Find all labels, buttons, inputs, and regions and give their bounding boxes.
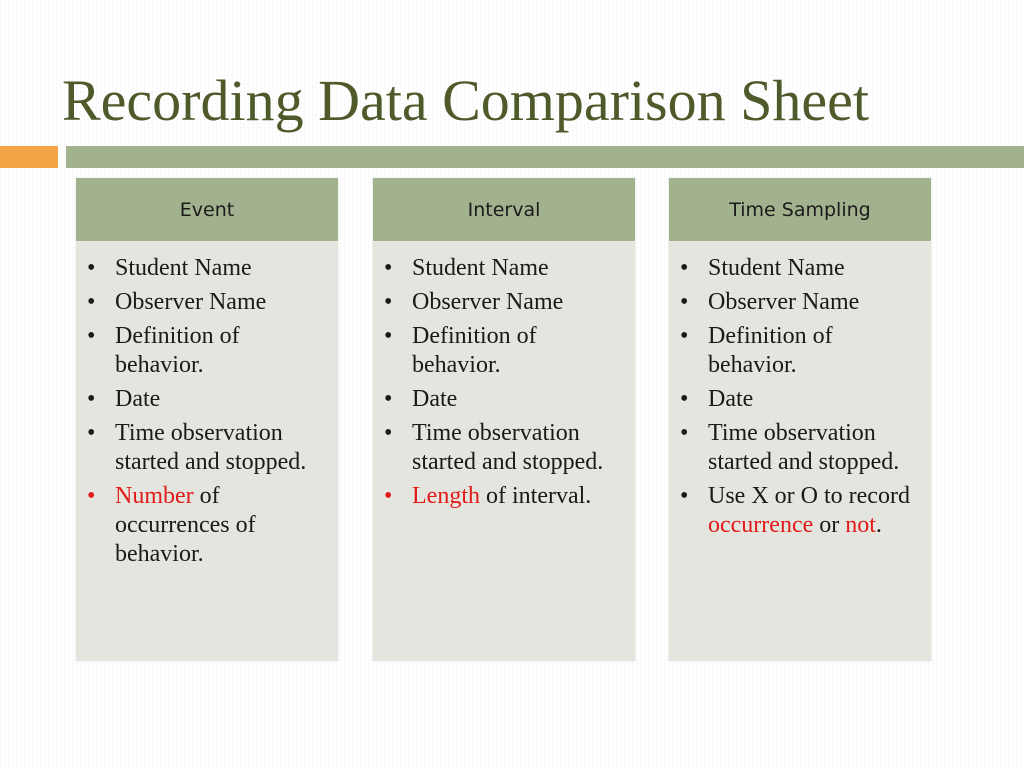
bullet: • [384, 289, 393, 315]
list-item [87, 254, 330, 283]
list-item [384, 419, 627, 477]
list-item-text: . [875, 512, 882, 538]
list-item [87, 322, 330, 380]
list-item-text: Date [115, 386, 161, 412]
list-item-text: Student Name [708, 255, 845, 281]
bullet: • [680, 323, 689, 349]
list-item [680, 322, 923, 380]
list-item-text: Time observation started and stopped. [412, 420, 604, 475]
list-item-text: Observer Name [708, 289, 860, 315]
bullet: • [680, 386, 689, 412]
list-item-text: Definition of behavior. [708, 323, 833, 378]
list-item [680, 288, 923, 317]
list-item-text: Student Name [412, 255, 549, 281]
list-item-text: or [813, 512, 846, 538]
bullet: • [87, 420, 96, 446]
list-item [87, 385, 330, 414]
highlight-text: occurrence [708, 512, 814, 538]
list-item [87, 288, 330, 317]
bullet: • [680, 483, 689, 509]
time-sampling-column [669, 178, 931, 661]
list-item-text: Observer Name [412, 289, 564, 315]
interval-list [373, 241, 635, 511]
list-item-text: Student Name [115, 255, 252, 281]
list-item-highlighted [87, 482, 330, 569]
interval-column [373, 178, 635, 661]
list-item [384, 254, 627, 283]
bullet: • [680, 289, 689, 315]
bullet: • [384, 255, 393, 281]
list-item [384, 385, 627, 414]
list-item-text: Definition of behavior. [115, 323, 240, 378]
slide-title: Recording Data Comparison Sheet [62, 68, 869, 133]
list-item [680, 419, 923, 477]
bullet: • [87, 255, 96, 281]
bullet: • [87, 483, 96, 509]
bullet: • [87, 289, 96, 315]
event-column [76, 178, 338, 661]
bullet: • [384, 386, 393, 412]
list-item-text: Use X or O to record [708, 483, 910, 509]
list-item-text: Time observation started and stopped. [708, 420, 900, 475]
list-item-text: Date [708, 386, 754, 412]
highlight-text: Length [412, 483, 480, 509]
list-item-text: Date [412, 386, 458, 412]
highlight-text: not [845, 512, 876, 538]
title-rule [66, 146, 1024, 168]
time-sampling-list [669, 241, 931, 540]
bullet: • [384, 323, 393, 349]
bullet: • [384, 483, 393, 509]
bullet: • [680, 255, 689, 281]
highlight-text: Number [115, 483, 194, 509]
list-item-text: of occurrences of behavior. [115, 483, 256, 567]
list-item-highlighted [384, 482, 627, 511]
interval-column-header: Interval [373, 178, 635, 241]
list-item-text: Observer Name [115, 289, 267, 315]
bullet: • [680, 420, 689, 446]
list-item-text: of interval. [479, 483, 592, 509]
bullet: • [87, 323, 96, 349]
list-item [87, 419, 330, 477]
bullet: • [384, 420, 393, 446]
bullet: • [87, 386, 96, 412]
event-column-header: Event [76, 178, 338, 241]
event-list [76, 241, 338, 569]
list-item [680, 254, 923, 283]
list-item [384, 322, 627, 380]
list-item [384, 288, 627, 317]
time-sampling-column-header: Time Sampling [669, 178, 931, 241]
list-item-text: Time observation started and stopped. [115, 420, 307, 475]
list-item [680, 385, 923, 414]
title-rule-accent [0, 146, 58, 168]
list-item-text: Definition of behavior. [412, 323, 537, 378]
list-item [680, 482, 923, 540]
